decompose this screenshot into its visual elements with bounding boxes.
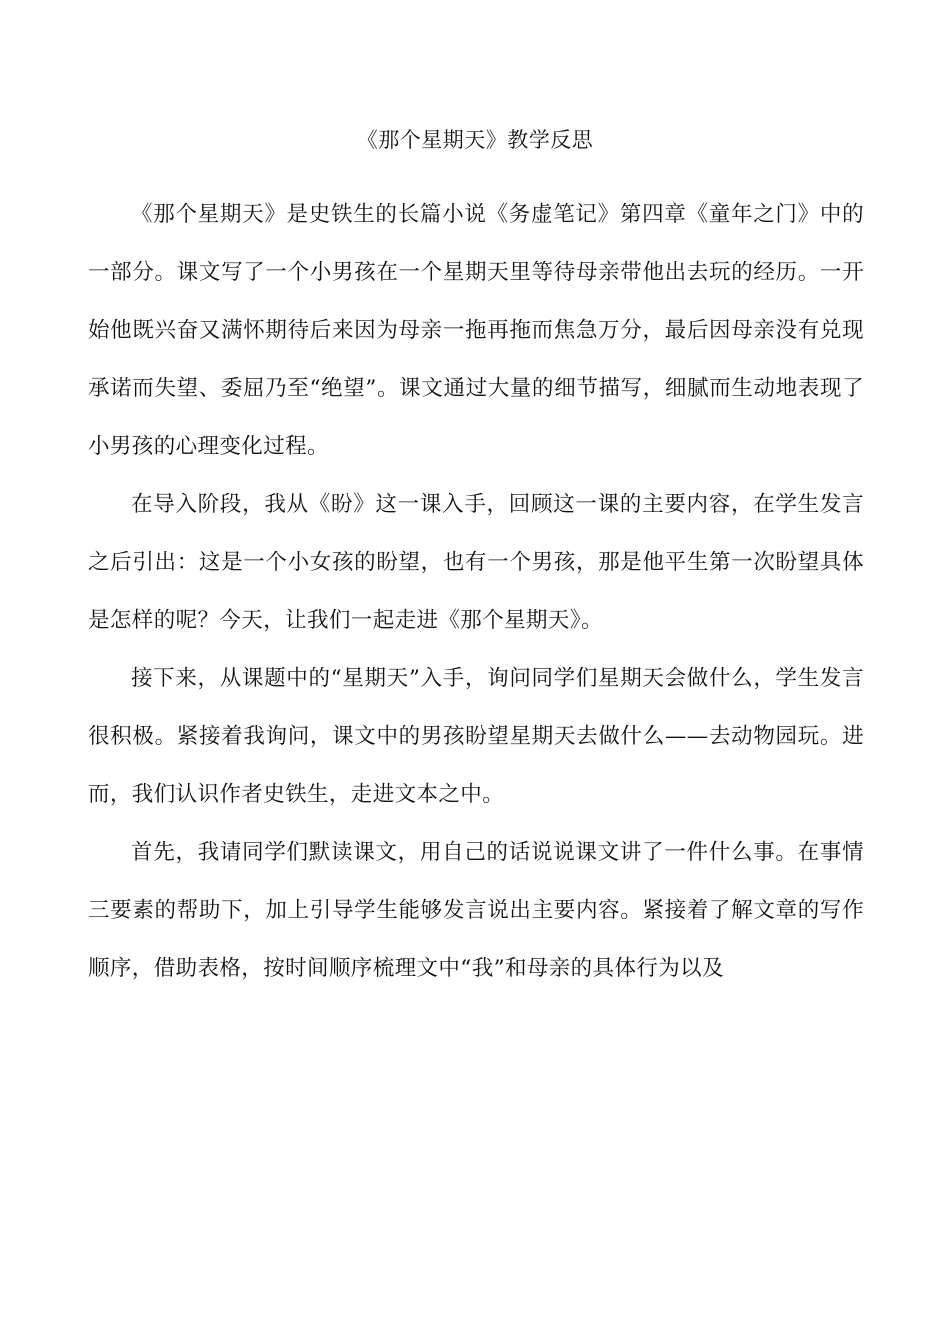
paragraph-reading: 首先，我请同学们默读课文，用自己的话说说课文讲了一件什么事。在事情三要素的帮助下，加上引导学生能够发言说出主要内容。紧接着了解文章的写作顺序，借助表格，按时间顺序梳理文中“我”和母亲的具体行为以及 [88,840,864,981]
document-body [88,186,864,998]
paragraph-intro: 《那个星期天》是史铁生的长篇小说《务虚笔记》第四章《童年之门》中的一部分。课文写了一个小男孩在一个星期天里等待母亲带他出去玩的经历。一开始他既兴奋又满怀期待后来因为母亲一拖再拖而焦急万分，最后因母亲没有兑现承诺而失望、委屈乃至“绝望”。课文通过大量的细节描写，细腻而生动地表现了小男孩的心理变化过程。 [88,202,864,459]
paragraph-lead-in: 在导入阶段，我从《盼》这一课入手，回顾这一课的主要内容，在学生发言之后引出：这是一个小女孩的盼望，也有一个男孩，那是他平生第一次盼望具体是怎样的呢？今天，让我们一起走进《那个星期天》。 [88,492,864,633]
document-title: 《那个星期天》教学反思 [356,128,594,152]
paragraph-topic-discussion: 接下来，从课题中的“星期天”入手，询问同学们星期天会做什么，学生发言很积极。紧接着我询问，课文中的男孩盼望星期天去做什么——去动物园玩。进而，我们认识作者史铁生，走进文本之中。 [88,666,864,807]
